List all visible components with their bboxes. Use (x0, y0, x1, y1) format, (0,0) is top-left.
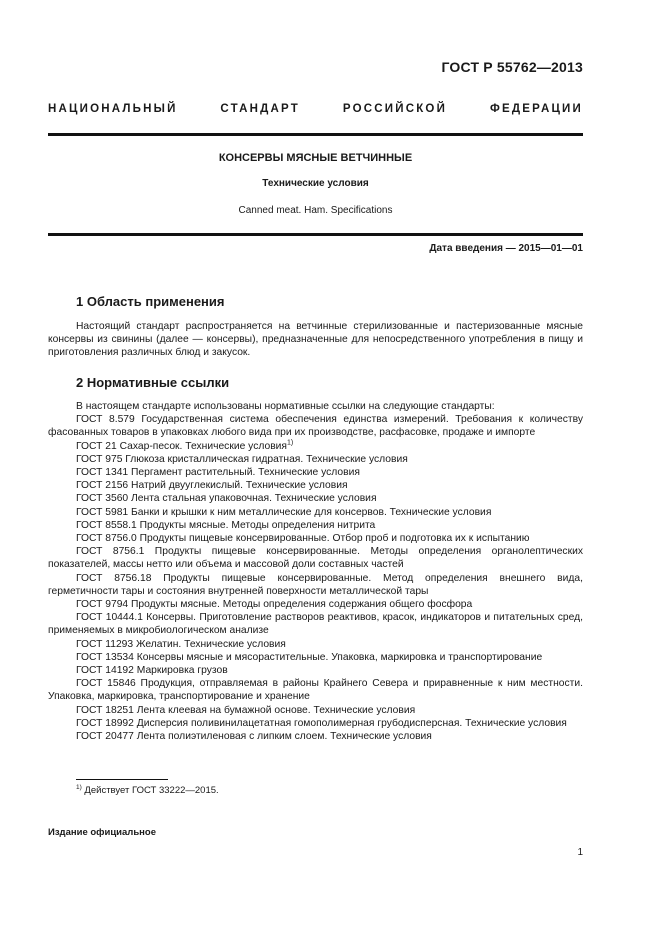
document-title: КОНСЕРВЫ МЯСНЫЕ ВЕТЧИННЫЕ (218, 152, 413, 164)
reference-item: ГОСТ 3560 Лента стальная упаковочная. Технические условия (76, 493, 377, 505)
reference-item: ГОСТ 14192 Маркировка грузов (76, 665, 228, 677)
section-1-text: Настоящий стандарт распространяется на ветчинные стерилизованные и пастеризованные мясные консервы из свинины (далее — консервы), предназначенные для непосредственного употребления в пищу и приготовления различных блюд и закусок. (48, 321, 583, 358)
references-intro: В настоящем стандарте использованы нормативные ссылки на следующие стандарты: (76, 401, 495, 412)
section-1-body (48, 320, 583, 359)
reference-item: ГОСТ 18992 Дисперсия поливинилацетатная гомополимерная грубодисперсная. Технические условия (76, 717, 567, 729)
footnote-divider (76, 779, 168, 780)
reference-item: ГОСТ 11293 Желатин. Технические условия (76, 638, 286, 650)
reference-item: ГОСТ 18251 Лента клеевая на бумажной основе. Технические условия (76, 704, 416, 716)
title-divider (48, 233, 583, 236)
footnote-marker: 1) (76, 783, 82, 791)
footnote-text: Действует ГОСТ 33222—2015. (84, 785, 219, 796)
reference-item: ГОСТ 5981 Банки и крышки к ним металлические для консервов. Технические условия (76, 506, 492, 518)
reference-item: ГОСТ 2156 Натрий двууглекислый. Технические условия (76, 480, 348, 492)
document-code: ГОСТ Р 55762—2013 (441, 59, 583, 75)
reference-item: ГОСТ 15846 Продукция, отправляемая в районы Крайнего Севера и приравненные к ним местности. Упаковка, маркировка, транспортирование и хранение (48, 678, 583, 703)
section-1-heading: 1 Область применения (76, 294, 225, 309)
national-standard-heading: НАЦИОНАЛЬНЫЙ СТАНДАРТ РОССИЙСКОЙ ФЕДЕРАЦИИ (48, 103, 583, 115)
english-title: Canned meat. Ham. Specifications (238, 205, 393, 216)
reference-item: ГОСТ 975 Глюкоза кристаллическая гидратная. Технические условия (76, 453, 408, 465)
reference-item: ГОСТ 9794 Продукты мясные. Методы определения содержания общего фосфора (76, 599, 473, 611)
reference-item: ГОСТ 20477 Лента полиэтиленовая с липким слоем. Технические условия (76, 731, 432, 743)
introduction-date: Дата введения — 2015—01—01 (429, 243, 583, 254)
reference-item: ГОСТ 8756.1 Продукты пищевые консервированные. Методы определения органолептических показателей, массы нетто или объема и массовой доли составных частей (48, 546, 583, 571)
reference-item: ГОСТ 8558.1 Продукты мясные. Методы определения нитрита (76, 519, 376, 531)
document-subtitle: Технические условия (262, 178, 369, 189)
normative-references (48, 400, 583, 743)
reference-item: ГОСТ 8.579 Государственная система обеспечения единства измерений. Требования к количеству фасованных товаров в упаковках любого вида при их производстве, расфасовке, продаже и импорте (48, 414, 583, 439)
reference-item: ГОСТ 1341 Пергамент растительный. Технические условия (76, 467, 360, 479)
reference-item: ГОСТ 8756.18 Продукты пищевые консервированные. Метод определения внешнего вида, герметичности тары и состояния внутренней поверхности металлической тары (48, 572, 583, 597)
footnote-marker: 1) (287, 439, 294, 447)
top-divider (48, 133, 583, 136)
footnote (76, 785, 219, 796)
official-edition-label: Издание официальное (48, 827, 156, 838)
reference-item: ГОСТ 8756.0 Продукты пищевые консервированные. Отбор проб и подготовка их к испытанию (76, 533, 530, 545)
reference-item: ГОСТ 13534 Консервы мясные и мясорастительные. Упаковка, маркировка и транспортирование (76, 651, 543, 663)
section-2-heading: 2 Нормативные ссылки (76, 375, 230, 390)
reference-text: ГОСТ 21 Сахар-песок. Технические условия (76, 440, 287, 452)
reference-item: ГОСТ 10444.1 Консервы. Приготовление растворов реактивов, красок, индикаторов и питательных сред, применяемых в микробиологическом анализе (48, 612, 583, 637)
page-number: 1 (577, 847, 583, 858)
reference-item-with-footnote (48, 440, 583, 453)
